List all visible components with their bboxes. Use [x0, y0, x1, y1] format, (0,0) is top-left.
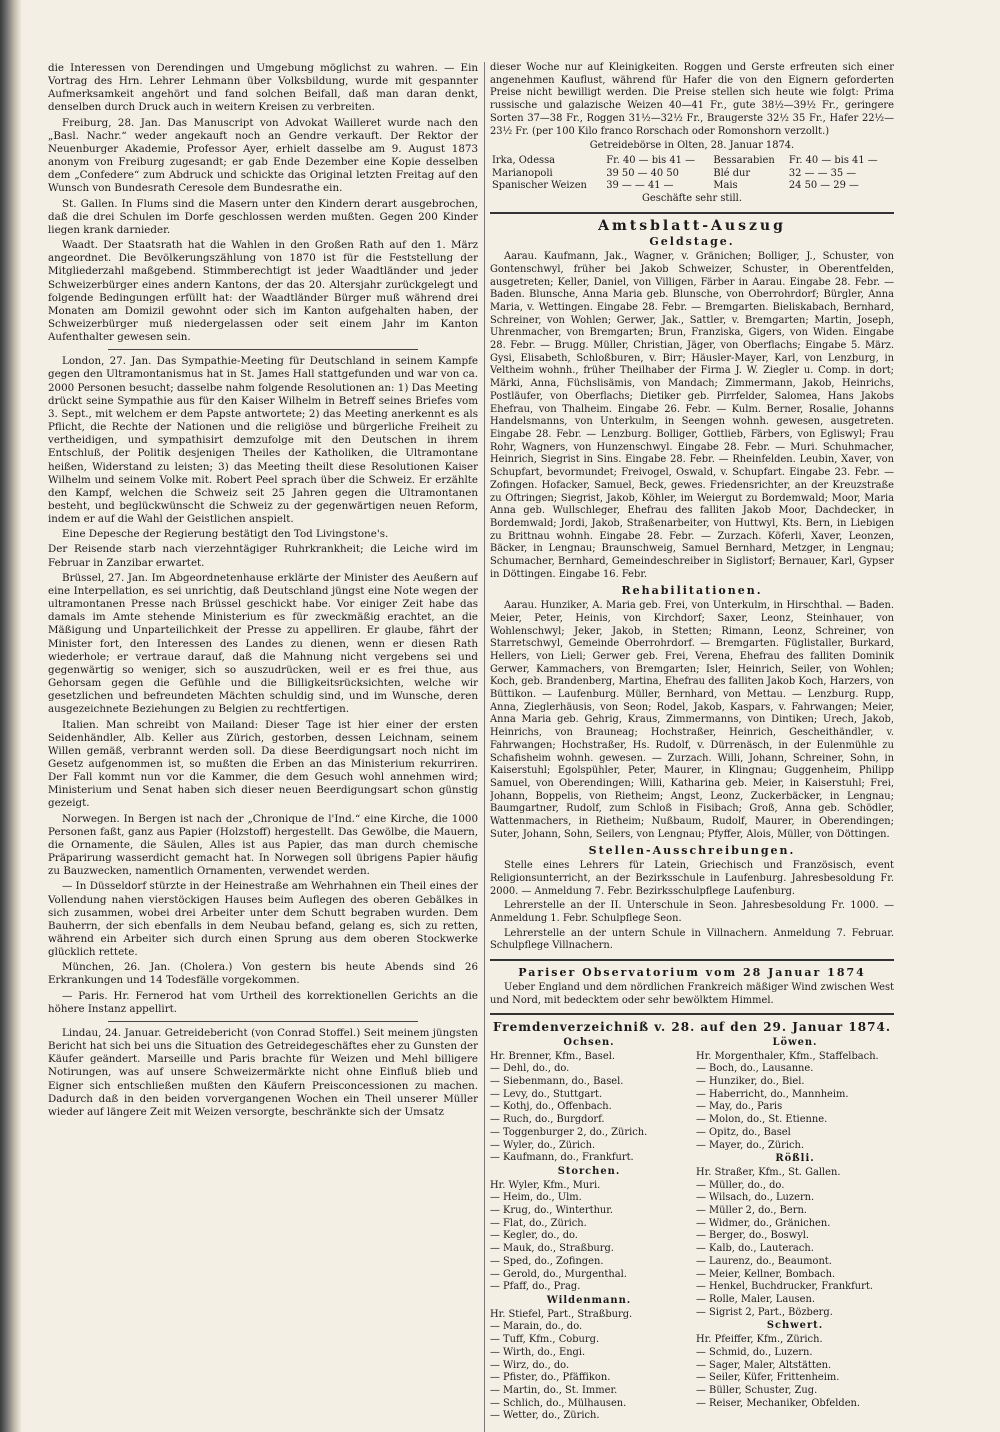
guest-entry: — Molon, do., St. Etienne. [696, 1114, 828, 1126]
guest-entry: — Laurenz, do., Beaumont. [696, 1255, 832, 1267]
hotel-name: Schwert. [766, 1320, 824, 1332]
fremden-left-column [490, 1036, 688, 1423]
guest-entry: Hr. Wyler, Kfm., Muri. [490, 1179, 601, 1191]
hotel-name: Rößli. [775, 1153, 815, 1165]
guest-entry: — Müller 2, do., Bern. [696, 1205, 807, 1217]
guest-entry: — Heim, do., Ulm. [490, 1192, 582, 1204]
guest-entry: — Ruch, do., Burgdorf. [490, 1114, 605, 1126]
observatorium-title: Pariser Observatorium vom 28 Januar 1874 [518, 966, 866, 980]
hotel-name: Löwen. [772, 1036, 818, 1048]
guest-entry: — Schlich, do., Mülhausen. [490, 1397, 627, 1409]
guest-entry: — Opitz, do., Basel [696, 1126, 791, 1138]
guest-entry: Hr. Stiefel, Part., Straßburg. [490, 1308, 633, 1320]
grain-cell: Mais [713, 180, 738, 192]
guest-entry: — Seiler, Küfer, Frittenheim. [696, 1372, 840, 1384]
article-livingstone-2: Der Reisende starb nach vierzehntägiger Ruhrkrankheit; die Leiche wird im Februar in Zanzibar erwartet. [48, 543, 478, 569]
grain-cell: Blé dur [713, 167, 751, 179]
grain-cell: Fr. 40 — bis 41 — [788, 154, 878, 166]
grain-cell: Irka, Odessa [492, 154, 556, 166]
article-lindau: Lindau, 24. Januar. Getreidebericht (von Conrad Stoffel.) Seit meinem jüngsten Bericht hat sich bei uns die Situation des Getreidegeschäftes eher zu Gunsten der Käufer geändert. Marseille und Paris brachte für Weizen und Mehl billigere Notirungen, was auf unsere Schweizermärkte nicht ohne Einfluß blieb und Eigner sich entschließen mußten den Käufern Preisconcessionen zu machen. Dadurch daß in den beiden vorvergangenen Wochen ein Theil unserer Müller wieder auf längere Zeit mit Weizen versorgte, beschränkte sich der Umsatz [48, 1026, 478, 1118]
rehabilitationen-text: Aarau. Hunziker, A. Maria geb. Frei, von Unterkulm, in Hirschthal. — Baden. Meier, Peter, Heinis, von Kirchdorf; Saxer, Leonz, Steinhauer, von Wohlenschwyl; Jeker, Jakob, in Stetten; Rimann, Leonz, Schreiner, von Starretschwyl, Gemeinde Oberrohrdorf. — Bremgarten. Füglistaller, Burkard, Hellers, von Lieli; Gerwer geb. Frei, Verena, Ehefrau des falliten Dominik Gerwer, Kammachers, von Bremgarten; Isler, Heinrich, Seiler, von Wohlen; Koch, geb. Brandenberg, Martina, Ehefrau des falliten Jakob Koch, Harzers, von Büttikon. — Laufenburg. Müller, Bernhard, von Mettau. — Lenzburg. Rupp, Anna, Zieglerhäusis, von Seon; Rodel, Jakob, Kaspars, v. Fahrwangen; Meier, Anna Maria geb. Gehrig, Kraus, Zimmermanns, von Dintiken; Urech, Jakob, Heinrichs, von Brauneag; Hochstraßer, Heinrich, Gescheithändler, v. Fahrwangen; Hochstraßer, Hs. Rudolf, v. Dürrenäsch, in der Eulenmühle zu Schafisheim wohnh. gewesen. — Zurzach. Willi, Johann, Schreiner, Sohn, in Kaiserstuhl; Egolspühler, Peter, Maurer, in Klingnau; Guggenheim, Philipp Samuel, von Oberendingen; Willi, Katharina geb. Meier, in Kaiserstuhl; Frei, Johann, Boppelis, von Rietheim; Angst, Leonz, Zuckerbäcker, in Lengnau; Baumgartner, Rudolf, zum Schloß in Fisibach; Groß, Anna geb. Schödler, Wattenmachers, in Rietheim; Nußbaum, Rudolf, Maurer, in Oberendingen; Suter, Johann, Sohn, Seilers, von Lengnau; Pfyffer, Alois, Müller, von Döttingen. [490, 600, 894, 840]
guest-entry: — Boch, do., Lausanne. [696, 1063, 814, 1075]
guest-entry: — Schmid, do., Luzern. [696, 1346, 813, 1358]
guest-entry: — Meier, Kellner, Bombach. [696, 1268, 836, 1280]
hotel-name: Ochsen. [563, 1036, 615, 1048]
guest-entry: — Sager, Maler, Altstätten. [696, 1359, 832, 1371]
grain-exchange-heading: Getreidebörse in Olten, 28. Januar 1874. [589, 140, 795, 152]
article-livingstone: Eine Depesche der Regierung bestätigt den Tod Livingstone's. [62, 528, 389, 541]
guest-entry: — Gerold, do., Murgenthal. [490, 1268, 627, 1280]
guest-entry: — Martin, do., St. Immer. [490, 1384, 618, 1396]
observatorium-text: Ueber England und dem nördlichen Frankreich mäßiger Wind zwischen West und Nord, mit bedecktem oder sehr bewölktem Himmel. [490, 981, 894, 1006]
guest-entry: — Widmer, do., Gränichen. [696, 1217, 831, 1229]
column-divider [484, 62, 485, 1432]
guest-entry: — Büller, Schuster, Zug. [696, 1384, 818, 1396]
article-st-gallen: St. Gallen. In Flums sind die Masern unter den Kindern derart ausgebrochen, daß die drei Schulen im Dorfe geschlossen werden mußten. Gegen 200 Kinder liegen krank darnieder. [48, 197, 478, 236]
fremdenverzeichnis-title: Fremdenverzeichniß v. 28. auf den 29. Januar 1874. [492, 1020, 891, 1035]
grain-row [490, 155, 894, 168]
section-rule [490, 212, 894, 214]
grain-cell: 39 50 — 40 50 [606, 167, 679, 179]
grain-footer: Geschäfte sehr still. [642, 193, 742, 205]
guest-entry: — Toggenburger 2, do., Zürich. [490, 1126, 648, 1138]
section-rule [108, 1021, 418, 1022]
guest-entry: — Tuff, Kfm., Coburg. [490, 1334, 600, 1346]
guest-entry: — Henkel, Buchdrucker, Frankfurt. [696, 1281, 873, 1293]
guest-entry: Hr. Pfeiffer, Kfm., Zürich. [696, 1334, 823, 1346]
grain-cell: Bessarabien [713, 154, 775, 166]
guest-entry: — Kaufmann, do., Frankfurt. [490, 1152, 634, 1164]
guest-entry: — Sped, do., Zofingen. [490, 1255, 604, 1267]
geldstage-heading: Geldstage. [649, 235, 735, 249]
guest-entry: — Pfister, do., Pfäffikon. [490, 1372, 611, 1384]
guest-entry: — Pfaff, do., Prag. [490, 1281, 581, 1293]
stellen-text-1: Stelle eines Lehrers für Latein, Griechisch und Französisch, event Religionsunterricht, an der Bezirksschule in Laufenburg. Jahresbesoldung Fr. 2000. — Anmeldung 7. Febr. Bezirksschulpflege Laufenburg. [490, 860, 894, 897]
hotel-name: Storchen. [557, 1165, 621, 1177]
guest-entry: — Siebenmann, do., Basel. [490, 1076, 624, 1088]
grain-cell: Marianopoli [492, 167, 553, 179]
article-muenchen: München, 26. Jan. (Cholera.) Von gestern bis heute Abends sind 26 Erkrankungen und 14 Todesfälle vorgekommen. [48, 961, 478, 987]
guest-entry: — Wilsach, do., Luzern. [696, 1192, 815, 1204]
geldstage-text: Aarau. Kaufmann, Jak., Wagner, v. Gränichen; Bolliger, J., Schuster, von Gontenschwyl, früher bei Jakob Schweizer, Schuster, in Oberentfelden, ausgetreten; Keller, Daniel, von Villigen, Färber in Aarau. Eingabe 28. Febr. — Baden. Blunsche, Anna Maria geb. Blunsche, von Oberrohrdorf; Bürgler, Anna Maria, v. Wettingen. Eingabe 28. Febr. — Bremgarten. Bieliskabach, Bernhard, Schreiner, von Wohlen; Gerwer, Jak., Sattler, v. Bremgarten; Martin, Joseph, Uhrenmacher, von Bremgarten; Brun, Franziska, Gigers, von Widen. Eingabe 28. Febr. — Brugg. Müller, Christian, Jäger, von Oberflachs; Eingabe 5. März. Gysi, Elisabeth, Schloßburen, v. Birr; Häusler-Mayer, Karl, von Lenzburg, in Veltheim wohnh., früher Theilhaber der Firma J. W. Ziegler u. Comp. in dort; Märki, Anna, Füchslisämis, von Mandach; Zimmermann, Jakob, Heinrichs, Postläufer, von Oberflachs; Dietiker geb. Pirrfelder, Salomea, Hans Jakobs Ehefrau, von Thalheim. Eingabe 26. Febr. — Kulm. Berner, Rosalie, Johanns Handelsmanns, von Unterkulm, in Seengen wohnh. gewesen, ausgetreten. Eingabe 28. Febr. — Lenzburg. Bolliger, Gottlieb, Färbers, von Egliswyl; Frau Rohr, Wagners, von Hunzenschwyl. Eingabe 28. Febr. — Muri. Schuhmacher, Heinrich, Siegrist in Sins. Eingabe 28. Febr. — Rheinfelden. Leubin, Xaver, von Schupfart, bevormundet; Freivogel, Oswald, v. Schupfart. Eingabe 23. Febr. — Zofingen. Hofacker, Samuel, Beck, gewes. Friedensrichter, an der Kreuzstraße zu Oftringen; Siegrist, Jakob, Köhler, im Weiergut zu Bordemwald; Moor, Maria Anna geb. Wullschleger, Ehefrau des falliten Jakob Moor, Dachdecker, in Bordemwald; Jordi, Jakob, Straßenarbeiter, von Huttwyl, Kts. Bern, in Liebigen zu Brittnau wohnh. Eingabe 28. Febr. — Zurzach. Köferli, Xaver, Leonzen, Bäcker, in Lengnau; Braunschweig, Samuel Bernhard, Metzger, in Lengnau; Schumacher, Bernhard, Gemeindeschreiber in Siglistorf; Bernauer, Karl, Gypser in Döttingen. Eingabe 16. Febr. [490, 251, 894, 580]
article-norwegen: Norwegen. In Bergen ist nach der „Chronique de l'Ind.“ eine Kirche, die 1000 Personen faßt, ganz aus Papier (Holzstoff) hergestellt. Das Gewölbe, die Mauern, die Ornamente, die Säulen, Alles ist aus Papier, das man durch chemische Präparirung wasserdicht gemacht hat. In Norwegen soll übrigens Papier häufig zu Bauzwecken, namentlich Ornamenten, verwendet werden. [48, 812, 478, 878]
guest-entry: — Müller, do., do. [696, 1179, 785, 1191]
article-lindau-cont: dieser Woche nur auf Kleinigkeiten. Roggen und Gerste erfreuten sich einer angenehmen Kauflust, während für Hafer die von den Eignern geforderten Preise nicht bewilligt werden. Die Preise stellen sich heute wie folgt: Prima russische und galazische Weizen 40—41 Fr., gute 38½—39½ Fr., geringere Sorten 37—38 Fr., Roggen 31½—32½ Fr., Braugerste 32½ 35 Fr., Hafer 22½—23½ Fr. (per 100 Kilo franco Rorschach oder Romonshorn verzollt.) [490, 62, 894, 137]
hotel-name: Wildenmann. [546, 1294, 632, 1306]
guest-entry: — Wyler, do., Zürich. [490, 1139, 596, 1151]
page-binding-edge [0, 0, 22, 1432]
guest-entry: — Wirth, do., Engi. [490, 1346, 586, 1358]
article-italien: Italien. Man schreibt von Mailand: Dieser Tage ist hier einer der ersten Seidenhändler, Alb. Keller aus Zürich, gestorben, dessen Leichnam, seinem Willen gemäß, verbrannt werden soll. Da diese Beerdigungsart noch nicht im Gesetz aufgenommen ist, so mußten die Erben an das Ministerium rekurriren. Der Fall kommt nun vor die Kammer, die dem Gesuch wohl annehmen wird; Ministerium und Senat haben sich dieser neuen Beerdigungsart schon günstig gezeigt. [48, 718, 478, 810]
stellen-text-3: Lehrerstelle an der untern Schule in Villnachern. Anmeldung 7. Februar. Schulpflege Villnachern. [490, 927, 894, 952]
right-column [490, 62, 894, 1426]
grain-cell: 32 — — 35 — [788, 167, 857, 179]
guest-entry: Hr. Morgenthaler, Kfm., Staffelbach. [696, 1050, 879, 1062]
grain-row [490, 180, 894, 193]
guest-entry: — Wirz, do., do. [490, 1359, 570, 1371]
guest-entry: Hr. Straßer, Kfm., St. Gallen. [696, 1166, 841, 1178]
guest-entry: Hr. Brenner, Kfm., Basel. [490, 1050, 615, 1062]
article-freiburg: Freiburg, 28. Jan. Das Manuscript von Advokat Wailleret wurde nach den „Basl. Nachr.“ weder angekauft noch an Gendre verkauft. Der Rektor der Neuenburger Akademie, Professor Ayer, erhielt dasselbe am 9. August 1873 anonym von Freiburg zugesandt; er gab Ende Dezember eine Kopie desselben dem „Confedere“ zum Abdruck und schickte das Original letzten Freitag auf den Wunsch von Bundesrath Ceresole dem Bundesrathe ein. [48, 116, 478, 195]
rehabilitationen-heading: Rehabilitationen. [621, 584, 763, 598]
section-rule [108, 349, 418, 350]
guest-entry: — May, do., Paris [696, 1101, 783, 1113]
left-column [48, 62, 478, 1426]
guest-entry: — Kegler, do., do. [490, 1230, 578, 1242]
stellen-text-2: Lehrerstelle an der II. Unterschule in Seon. Jahresbesoldung Fr. 1000. — Anmeldung 1. Febr. Schulpflege Seon. [490, 900, 894, 924]
guest-entry: — Rolle, Maler, Lausen. [696, 1293, 816, 1305]
article-london: London, 27. Jan. Das Sympathie-Meeting für Deutschland in seinem Kampfe gegen den Ultramontanismus hat in St. James Hall stattgefunden und war von ca. 2000 Personen besucht; dasselbe nahm folgende Resolutionen an: 1) Das Meeting drückt seine Sympathie aus für den Kaiser Wilhelm in Betreff seines Briefes vom 3. Sept., mit welchem er dem Papste antwortete; 2) das Meeting anerkennt es als Pflicht, die Rechte der Nationen und die religiöse und bürgerliche Freiheit zu vertheidigen, und sympathisirt demzufolge mit den Deutschen in ihrem Entschluß, der Politik desjenigen Theiles der Katholiken, die Ultramontane heißen, Widerstand zu leisten; 3) das Meeting theilt diese Resolutionen Kaiser Wilhelm und seinem Volke mit. Robert Peel sprach über die Schweiz. Er erzählte den Kampf, welchen die Schweiz seit 25 Jahren gegen die Ultramontanen besteht, und beglückwünscht die Schweiz zu der gegenwärtigen neuen Reform, indem er auf die Wahl der Geistlichen anspielt. [48, 355, 478, 526]
guest-entry: — Dehl, do., do. [490, 1063, 570, 1075]
article-waadt: Waadt. Der Staatsrath hat die Wahlen in den Großen Rath auf den 1. März angeordnet. Die Bevölkerungszählung von 1870 ist für die Feststellung der Mitgliederzahl maßgebend. Stimmberechtigt ist jeder Waadtländer und jeder Schweizerbürger eines andern Kantons, der das 20. Altersjahr zurückgelegt und folgende Bedingungen erfüllt hat: der Waadtländer Bürger muß während drei Monaten am Domizil gewohnt oder sich im Kanton aufgehalten haben, der Schweizerbürger muß niedergelassen oder seit einem Jahr im Kanton Aufenthalter gewesen sein. [48, 239, 478, 344]
grain-cell: 39 — — 41 — [606, 180, 674, 192]
fremden-right-column [696, 1036, 894, 1423]
grain-cell: 24 50 — 29 — [788, 180, 859, 192]
guest-entry: — Krug, do., Winterthur. [490, 1205, 614, 1217]
guest-entry: — Berger, do., Boswyl. [696, 1230, 810, 1242]
guest-entry: — Mauk, do., Straßburg. [490, 1243, 614, 1255]
guest-entry: — Levy, do., Stuttgart. [490, 1088, 603, 1100]
grain-price-table [490, 155, 894, 193]
stellen-heading: Stellen-Ausschreibungen. [588, 844, 796, 858]
guest-entry: — Kalb, do., Lauterach. [696, 1243, 814, 1255]
guest-entry: — Kothj, do., Offenbach. [490, 1101, 612, 1113]
guest-entry: — Mayer, do., Zürich. [696, 1139, 805, 1151]
guest-entry: — Haberricht, do., Mannheim. [696, 1088, 849, 1100]
amtsblatt-title: Amtsblatt-Auszug [598, 217, 786, 234]
article-duesseldorf: — In Düsseldorf stürzte in der Heinestraße am Wehrhahnen ein Theil eines der Vollendung nahen vierstöckigen Hauses beim Auflegen des oberen Gebälkes in sich zusammen, wobei drei Arbeiter unter dem Schutt begraben wurden. Dem Bauherrn, der sich ebenfalls in dem Neubau befand, gelang es, sich zu retten, während ein Arbeiter sich durch einen Sprung aus dem oberen Stockwerke glücklich rettete. [48, 880, 478, 959]
guest-entry: — Hunziker, do., Biel. [696, 1076, 805, 1088]
grain-cell: Fr. 40 — bis 41 — [606, 154, 695, 166]
guest-entry: — Flat, do., Zürich. [490, 1217, 587, 1229]
grain-row [490, 168, 894, 181]
guest-entry: — Sigrist 2, Part., Bözberg. [696, 1306, 833, 1318]
guest-entry: — Marain, do., do. [490, 1321, 583, 1333]
article-derendingen: die Interessen von Derendingen und Umgebung möglichst zu wahren. — Ein Vortrag des Hrn. Lehrer Lehmann über Volksbildung, wurde mit gespannter Aufmerksamkeit angehört und fand solchen Beifall, daß man daran denkt, denselben durch Druck auch in weitern Kreisen zu verbreiten. [48, 62, 478, 114]
article-bruessel: Brüssel, 27. Jan. Im Abgeordnetenhause erklärte der Minister des Aeußern auf eine Interpellation, es sei unrichtig, daß Deutschland jüngst eine Note wegen der ultramontanen Presse nach Brüssel geschickt habe. Vor einiger Zeit habe das damals im Amte stehende Ministerium es für zweckmäßig erachtet, an die Mäßigung und Unparteilichkeit der Presse zu appelliren. Er glaube, fährt der Minister fort, den Interessen des Landes zu dienen, wenn er diesen Rath wiederhole; er vertraue darauf, daß die Mahnung nicht vergebens sei und gegenwärtig so weniger, sich so auszudrücken, weil er es frei thue, aus Gehorsam gegen die Gefühle und die Billigkeitsrücksichten, welche wir gesetzlichen und befreundeten Mächten schuldig sind, und im Wunsche, deren ausgezeichnete Beziehungen zu Belgien zu rechtfertigen. [48, 571, 478, 716]
section-rule [490, 959, 894, 961]
guest-entry: — Wetter, do., Zürich. [490, 1410, 600, 1422]
fremdenverzeichnis [490, 1036, 894, 1423]
article-paris: — Paris. Hr. Fernerod hat vom Urtheil des korrektionellen Gerichts an die höhere Instanz appellirt. [48, 989, 478, 1015]
guest-entry: — Reiser, Mechaniker, Obfelden. [696, 1397, 861, 1409]
grain-cell: Spanischer Weizen [492, 180, 587, 192]
section-rule [490, 1013, 894, 1015]
